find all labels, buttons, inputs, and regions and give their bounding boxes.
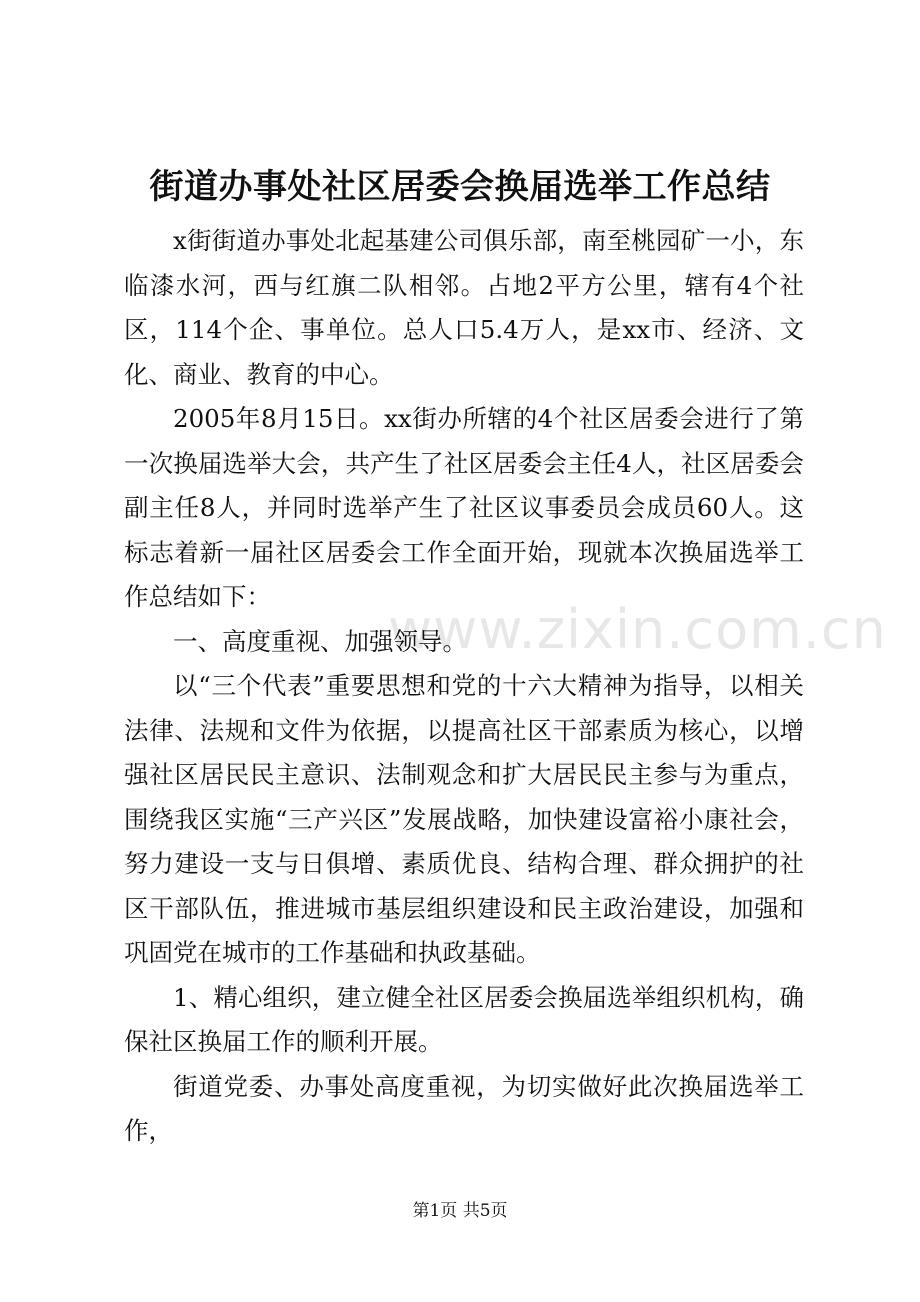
document-body <box>124 219 804 1154</box>
watermark-text: www.zixin.com.cn <box>388 598 887 661</box>
paragraph-election-date: 2005年8月15日。xx街办所辖的4个社区居委会进行了第一次换届选举大会，共产生了社区居委会主任4人，社区居委会副主任8人，并同时选举产生了社区议事委员会成员60人。这标志着新一届社区居委会工作全面开始，现就本次换届选举工作总结如下： <box>124 404 804 611</box>
page-footer: 第1页 共5页 <box>412 1201 508 1221</box>
paragraph-guiding-principles: 以“三个代表”重要思想和党的十六大精神为指导，以相关法律、法规和文件为依据，以提高社区干部素质为核心，以增强社区居民民主意识、法制观念和扩大居民民主参与为重点，围绕我区实施“三产兴区”发展战略，加快建设富裕小康社会，努力建设一支与日俱增、素质优良、结构合理、群众拥护的社区干部队伍，推进城市基层组织建设和民主政治建设，加强和巩固党在城市的工作基础和执政基础。 <box>124 671 804 967</box>
document-title: 街道办事处社区居委会换届选举工作总结 <box>149 167 771 207</box>
section-heading-1: 一、高度重视、加强领导。 <box>173 626 467 656</box>
paragraph-party-committee: 街道党委、办事处高度重视，为切实做好此次换届选举工作， <box>124 1071 804 1145</box>
subsection-heading-1: 1、精心组织，建立健全社区居委会换届选举组织机构，确保社区换届工作的顺利开展。 <box>124 982 804 1056</box>
paragraph-intro: x街街道办事处北起基建公司俱乐部，南至桃园矿一小，东临漆水河，西与红旗二队相邻。占地2平方公里，辖有4个社区，114个企、事单位。总人口5.4万人，是xx市、经济、文化、商业、教育的中心。 <box>124 226 804 389</box>
